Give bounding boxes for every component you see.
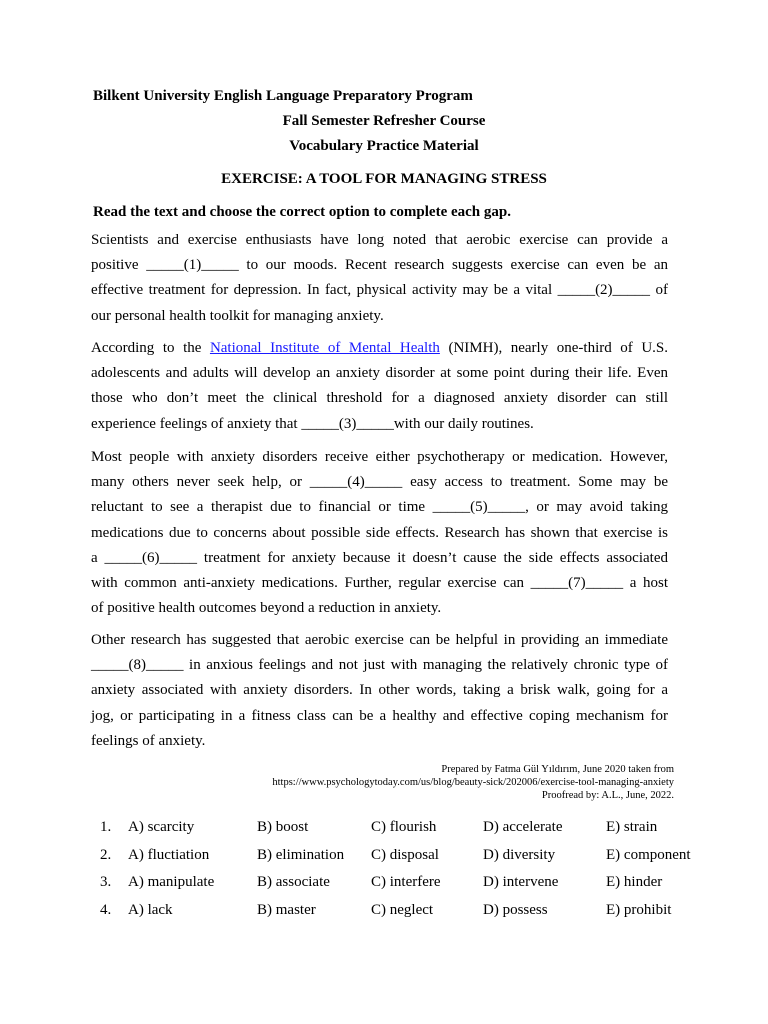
option-c: C) flourish xyxy=(371,819,437,835)
institution-title: Bilkent University English Language Preparatory Program xyxy=(93,88,473,104)
paragraph-line: those who don’t meet the clinical threshold for a diagnosed anxiety disorder can still xyxy=(91,390,668,407)
paragraph-line: our personal health toolkit for managing anxiety. xyxy=(91,307,384,324)
question-list xyxy=(0,815,768,925)
option-d: D) intervene xyxy=(483,874,559,890)
paragraph-text: (NIMH), nearly one-third of U.S. xyxy=(439,340,668,356)
option-b: B) master xyxy=(257,901,316,918)
option-e: E) component xyxy=(606,846,691,863)
option-a: A) lack xyxy=(128,901,173,918)
paragraph-2 xyxy=(91,336,668,437)
paragraph-line: medications due to concerns about possible side effects. Research has shown that exercise is xyxy=(91,524,668,541)
option-d: D) diversity xyxy=(483,846,556,863)
paragraph-line: a _____(6)_____ treatment for anxiety because it doesn’t cause the side effects associated xyxy=(91,549,668,566)
credit-author: Prepared by Fatma Gül Yıldırım, June 2020 taken from xyxy=(441,764,674,775)
paragraph-line: of positive health outcomes beyond a reduction in anxiety. xyxy=(91,600,442,617)
option-e: E) prohibit xyxy=(606,901,672,918)
nimh-link[interactable]: National Institute of Mental Health xyxy=(209,340,440,356)
option-e: E) strain xyxy=(606,819,658,835)
question-number: 1. xyxy=(100,819,112,835)
question-number: 3. xyxy=(100,874,112,890)
option-b: B) boost xyxy=(257,819,309,835)
option-c: C) disposal xyxy=(371,846,439,863)
material-title: Vocabulary Practice Material xyxy=(289,138,479,154)
paragraph-line: Other research has suggested that aerobic exercise can be helpful in providing an immediate xyxy=(91,632,668,648)
option-b: B) elimination xyxy=(257,846,345,863)
paragraph-line: effective treatment for depression. In fact, physical activity may be a vital _____(2)_____ of xyxy=(91,282,668,299)
option-d: D) accelerate xyxy=(483,819,563,835)
option-c: C) neglect xyxy=(371,901,434,918)
option-a: A) fluctiation xyxy=(128,846,210,863)
paragraph-line: jog, or participating in a fitness class can be a healthy and effective coping mechanism for xyxy=(91,707,668,724)
question-number: 2. xyxy=(100,846,112,863)
exercise-title: EXERCISE: A TOOL FOR MANAGING STRESS xyxy=(221,171,547,187)
option-c: C) interfere xyxy=(371,874,441,890)
paragraph-line: reluctant to see a therapist due to financial or time _____(5)_____, or may avoid taking xyxy=(91,499,668,516)
paragraph-line: with common anti-anxiety medications. Further, regular exercise can _____(7)_____ a host xyxy=(91,574,668,591)
option-d: D) possess xyxy=(483,901,548,918)
paragraph-line xyxy=(91,336,668,361)
option-e: E) hinder xyxy=(606,874,663,890)
paragraph-line: feelings of anxiety. xyxy=(91,732,206,749)
option-a: A) manipulate xyxy=(128,874,215,890)
paragraph-3 xyxy=(91,445,668,621)
paragraph-line: Scientists and exercise enthusiasts have long noted that aerobic exercise can provide a xyxy=(91,232,668,248)
paragraph-line: many others never seek help, or _____(4)_____ easy access to treatment. Some may be xyxy=(91,474,668,491)
source-credit xyxy=(272,763,674,802)
question-row xyxy=(0,843,768,871)
question-number: 4. xyxy=(100,901,112,918)
option-a: A) scarcity xyxy=(128,819,195,835)
instructions: Read the text and choose the correct option to complete each gap. xyxy=(93,204,511,220)
paragraph-line: _____(8)_____ in anxious feelings and not just with managing the relatively chronic type of xyxy=(91,657,668,674)
question-row xyxy=(0,898,768,926)
question-row xyxy=(0,870,768,898)
question-row xyxy=(0,815,768,843)
credit-proofread: Proofread by: A.L., June, 2022. xyxy=(541,790,674,801)
paragraph-4 xyxy=(91,628,668,754)
paragraph-line: positive _____(1)_____ to our moods. Recent research suggests exercise can even be an xyxy=(91,257,668,274)
paragraph-line: anxiety associated with anxiety disorders. In other words, taking a brisk walk, going for a xyxy=(91,682,668,699)
paragraph-line: experience feelings of anxiety that _____(3)_____with our daily routines. xyxy=(91,415,534,432)
paragraph-text: According to the xyxy=(91,340,210,356)
credit-url: https://www.psychologytoday.com/us/blog/beauty-sick/202006/exercise-tool-managing-anxiety xyxy=(272,777,674,788)
paragraph-line: Most people with anxiety disorders receive either psychotherapy or medication. However, xyxy=(91,449,668,465)
paragraph-1 xyxy=(91,228,668,329)
course-title: Fall Semester Refresher Course xyxy=(282,113,486,129)
option-b: B) associate xyxy=(257,874,330,890)
paragraph-line: adolescents and adults will develop an anxiety disorder at some point during their life. Even xyxy=(91,365,668,382)
